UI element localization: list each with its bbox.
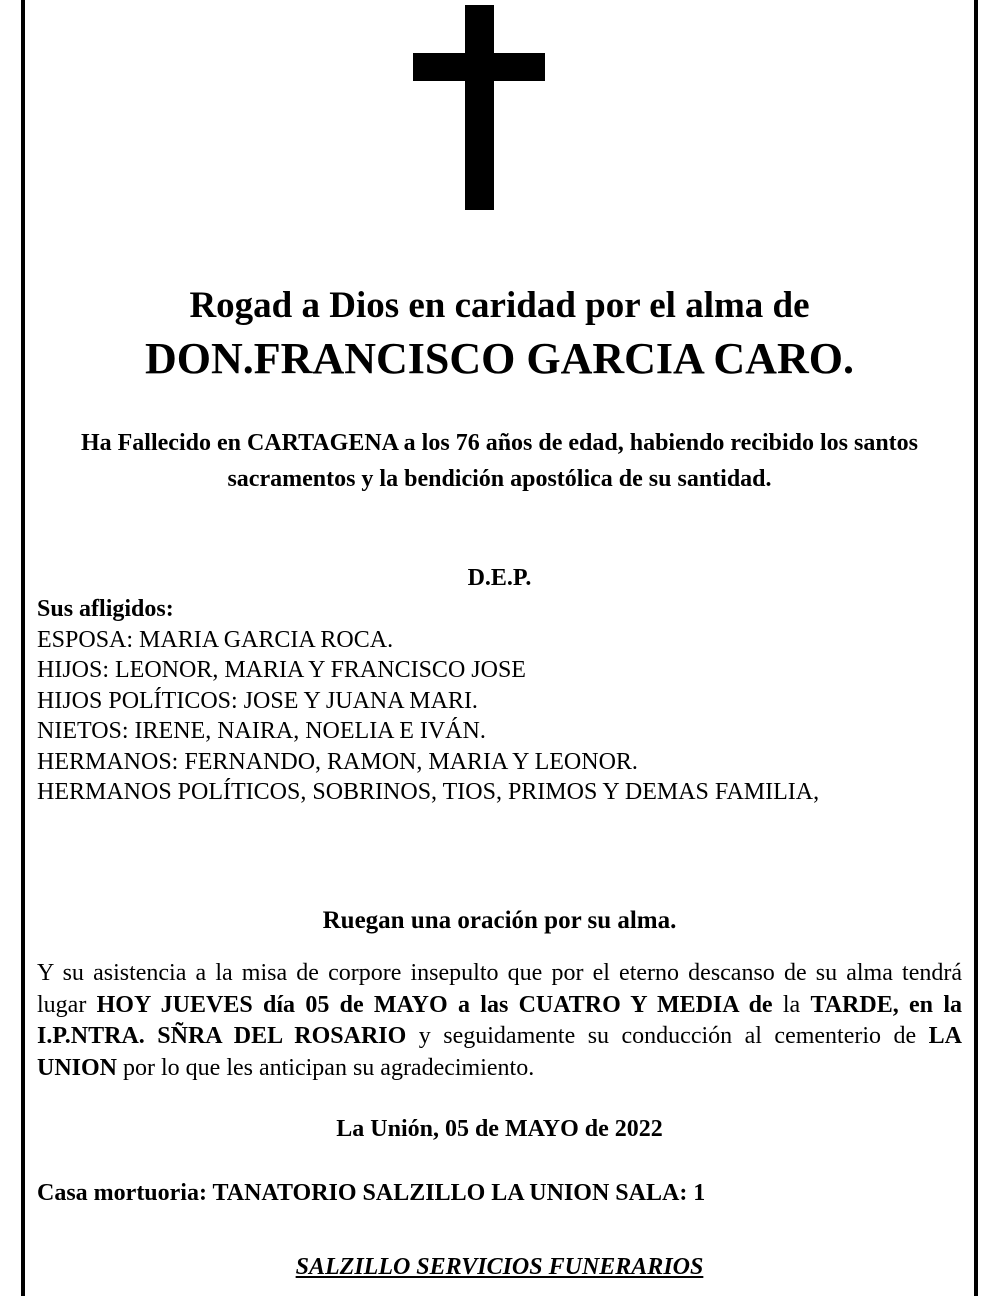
funeral-company: SALZILLO SERVICIOS FUNERARIOS: [295, 1254, 704, 1280]
right-border: [974, 0, 978, 1296]
mass-middle: y seguidamente su conducción al cementerio de: [418, 1023, 917, 1049]
mass-intro: Y su asistencia a la misa de corpore insepulto que por el eterno descanso de su alma tendrá lugar: [37, 960, 962, 1018]
family-line-spouse: ESPOSA: MARIA GARCIA ROCA.: [37, 626, 394, 653]
rest-in-peace: D.E.P.: [467, 565, 532, 591]
family-heading: Sus afligidos:: [37, 596, 174, 622]
mass-day: HOY JUEVES día 05 de MAYO a las CUATRO Y MEDIA de: [96, 991, 773, 1018]
mass-closing: por lo que les anticipan su agradecimiento.: [123, 1054, 535, 1081]
cross-icon: [465, 5, 494, 210]
place-date: La Unión, 05 de MAYO de 2022: [336, 1116, 663, 1142]
family-line-grandchildren: NIETOS: IRENE, NAIRA, NOELIA E IVÁN.: [37, 718, 486, 744]
mass-paragraph: [37, 958, 962, 1084]
family-line-siblings: HERMANOS: FERNANDO, RAMON, MARIA Y LEONOR.: [37, 748, 638, 775]
family-list: [37, 594, 967, 808]
family-line-extended: HERMANOS POLÍTICOS, SOBRINOS, TIOS, PRIMOS Y DEMAS FAMILIA,: [37, 779, 820, 805]
mass-cemetery: LA UNION: [37, 1023, 963, 1081]
prayer-request: Ruegan una oración por su alma.: [322, 907, 677, 934]
mass-la: la: [782, 991, 801, 1018]
cross-icon-bar: [413, 53, 545, 81]
left-border: [21, 0, 25, 1296]
deceased-name: DON.FRANCISCO GARCIA CARO.: [145, 334, 854, 383]
death-notice: Ha Fallecido en CARTAGENA a los 76 años de edad, habiendo recibido los santos sacramentos y la bendición apostólica de su santidad.: [80, 430, 919, 492]
prayer-line: Rogad a Dios en caridad por el alma de: [189, 285, 810, 326]
family-line-children: HIJOS: LEONOR, MARIA Y FRANCISCO JOSE: [37, 657, 526, 683]
family-line-children-in-law: HIJOS POLÍTICOS: JOSE Y JUANA MARI.: [37, 687, 478, 714]
mass-afternoon: TARDE, en la I.P.NTRA. SÑRA DEL ROSARIO: [37, 991, 962, 1049]
funeral-home: Casa mortuoria: TANATORIO SALZILLO LA UNION SALA: 1: [37, 1180, 706, 1206]
